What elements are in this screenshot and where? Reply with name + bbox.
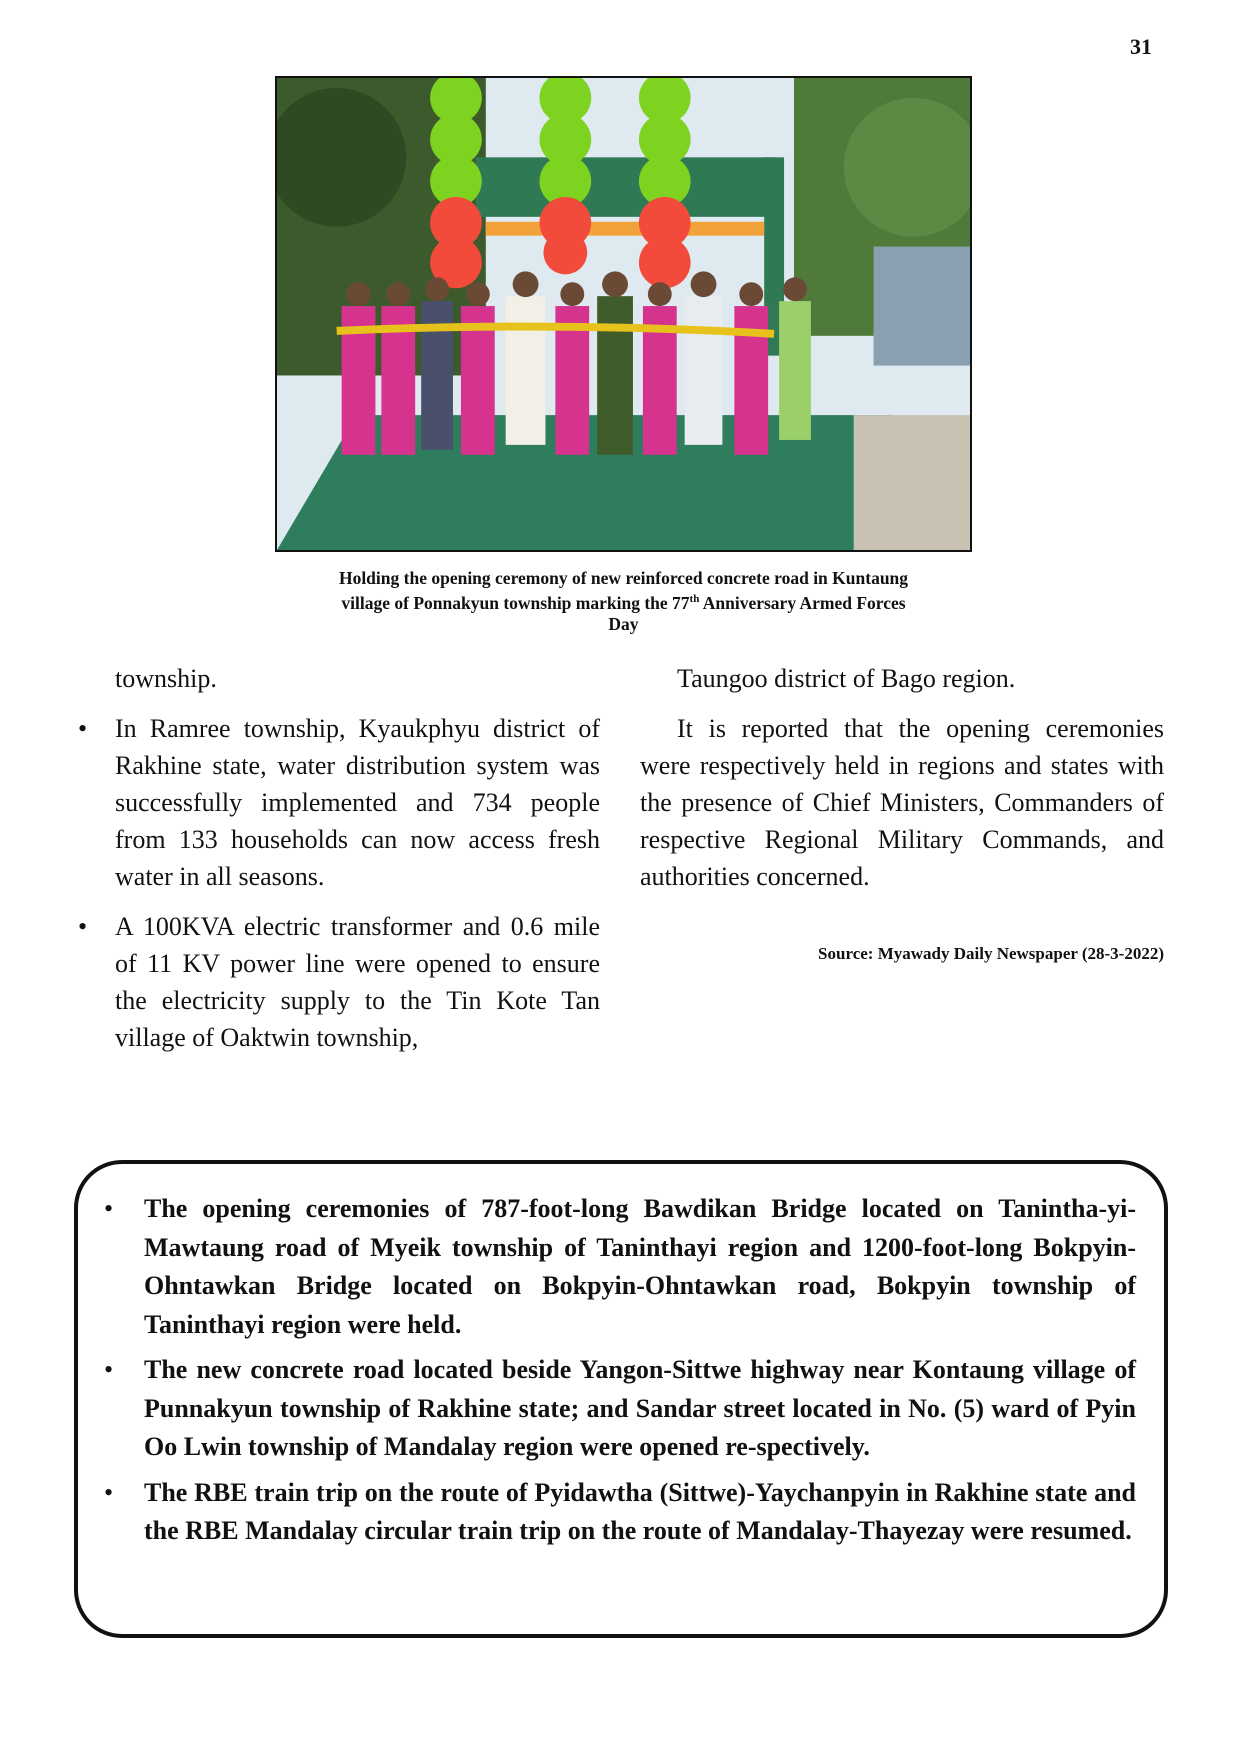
bullet-icon: •: [78, 912, 88, 941]
list-item: [78, 710, 600, 895]
photo-caption: [270, 568, 977, 635]
summary-item: [104, 1190, 1136, 1344]
left-continuation: township.: [115, 664, 217, 693]
right-paragraph: It is reported that the opening ceremonies were respectively held in regions and states with the presence of Chief Ministers, Commanders of respective Regional Military Commands, and authorities concerned.: [640, 714, 1164, 891]
caption-line-2-start: village of Ponnakyun township marking the 77: [341, 592, 690, 613]
ceremony-photo: [275, 76, 972, 552]
summary-item: [104, 1474, 1136, 1551]
list-item: [78, 908, 600, 1056]
right-column: [640, 660, 1164, 895]
caption-line-1: Holding the opening ceremony of new reinforced concrete road in Kuntaung: [338, 568, 909, 588]
list-item-text: In Ramree township, Kyaukphyu district of Rakhine state, water distribution system was successfully implemented and 734 people from 133 households can now access fresh water in all seasons.: [115, 714, 600, 891]
ribbon-cutting-photo-icon: [277, 78, 970, 550]
caption-superscript: th: [689, 593, 700, 605]
page-number: 31: [1130, 34, 1152, 59]
summary-item-text: The new concrete road located beside Yangon-Sittwe highway near Kontaung village of Punnakyun township of Rakhine state; and Sandar street located in No. (5) ward of Pyin Oo Lwin township of Mandalay region were opened re-spectively.: [144, 1355, 1136, 1461]
bullet-icon: •: [104, 1477, 114, 1507]
bullet-icon: •: [78, 714, 88, 743]
bullet-icon: •: [104, 1355, 114, 1384]
bullet-icon: •: [104, 1194, 114, 1223]
summary-item-text: The RBE train trip on the route of Pyidawtha (Sittwe)-Yaychanpyin in Rakhine state and the RBE Mandalay circular train trip on the route of Mandalay-Thayezay were resumed.: [144, 1477, 1136, 1545]
right-continuation: Taungoo district of Bago region.: [677, 664, 1016, 693]
caption-line-2: [270, 589, 977, 614]
source-credit: Source: Myawady Daily Newspaper (28-3-2022): [818, 944, 1164, 963]
summary-item: [104, 1351, 1136, 1467]
summary-list: [104, 1190, 1136, 1551]
summary-item-text: The opening ceremonies of 787-foot-long Bawdikan Bridge located on Tanintha-yi-Mawtaung road of Myeik township of Taninthayi region and 1200-foot-long Bokpyin-Ohntawkan Bridge located on Bokpyin-Ohntawkan road, Bokpyin township of Taninthayi region were held.: [144, 1194, 1136, 1339]
left-column: [78, 660, 600, 1056]
left-bullet-list: [78, 710, 600, 1056]
caption-line-3: Day: [608, 613, 639, 634]
caption-line-2-end: Anniversary Armed Forces: [699, 592, 906, 613]
list-item-text: A 100KVA electric transformer and 0.6 mile of 11 KV power line were opened to ensure the electricity supply to the Tin Kote Tan village of Oaktwin township,: [115, 912, 600, 1052]
summary-box: [74, 1160, 1168, 1638]
